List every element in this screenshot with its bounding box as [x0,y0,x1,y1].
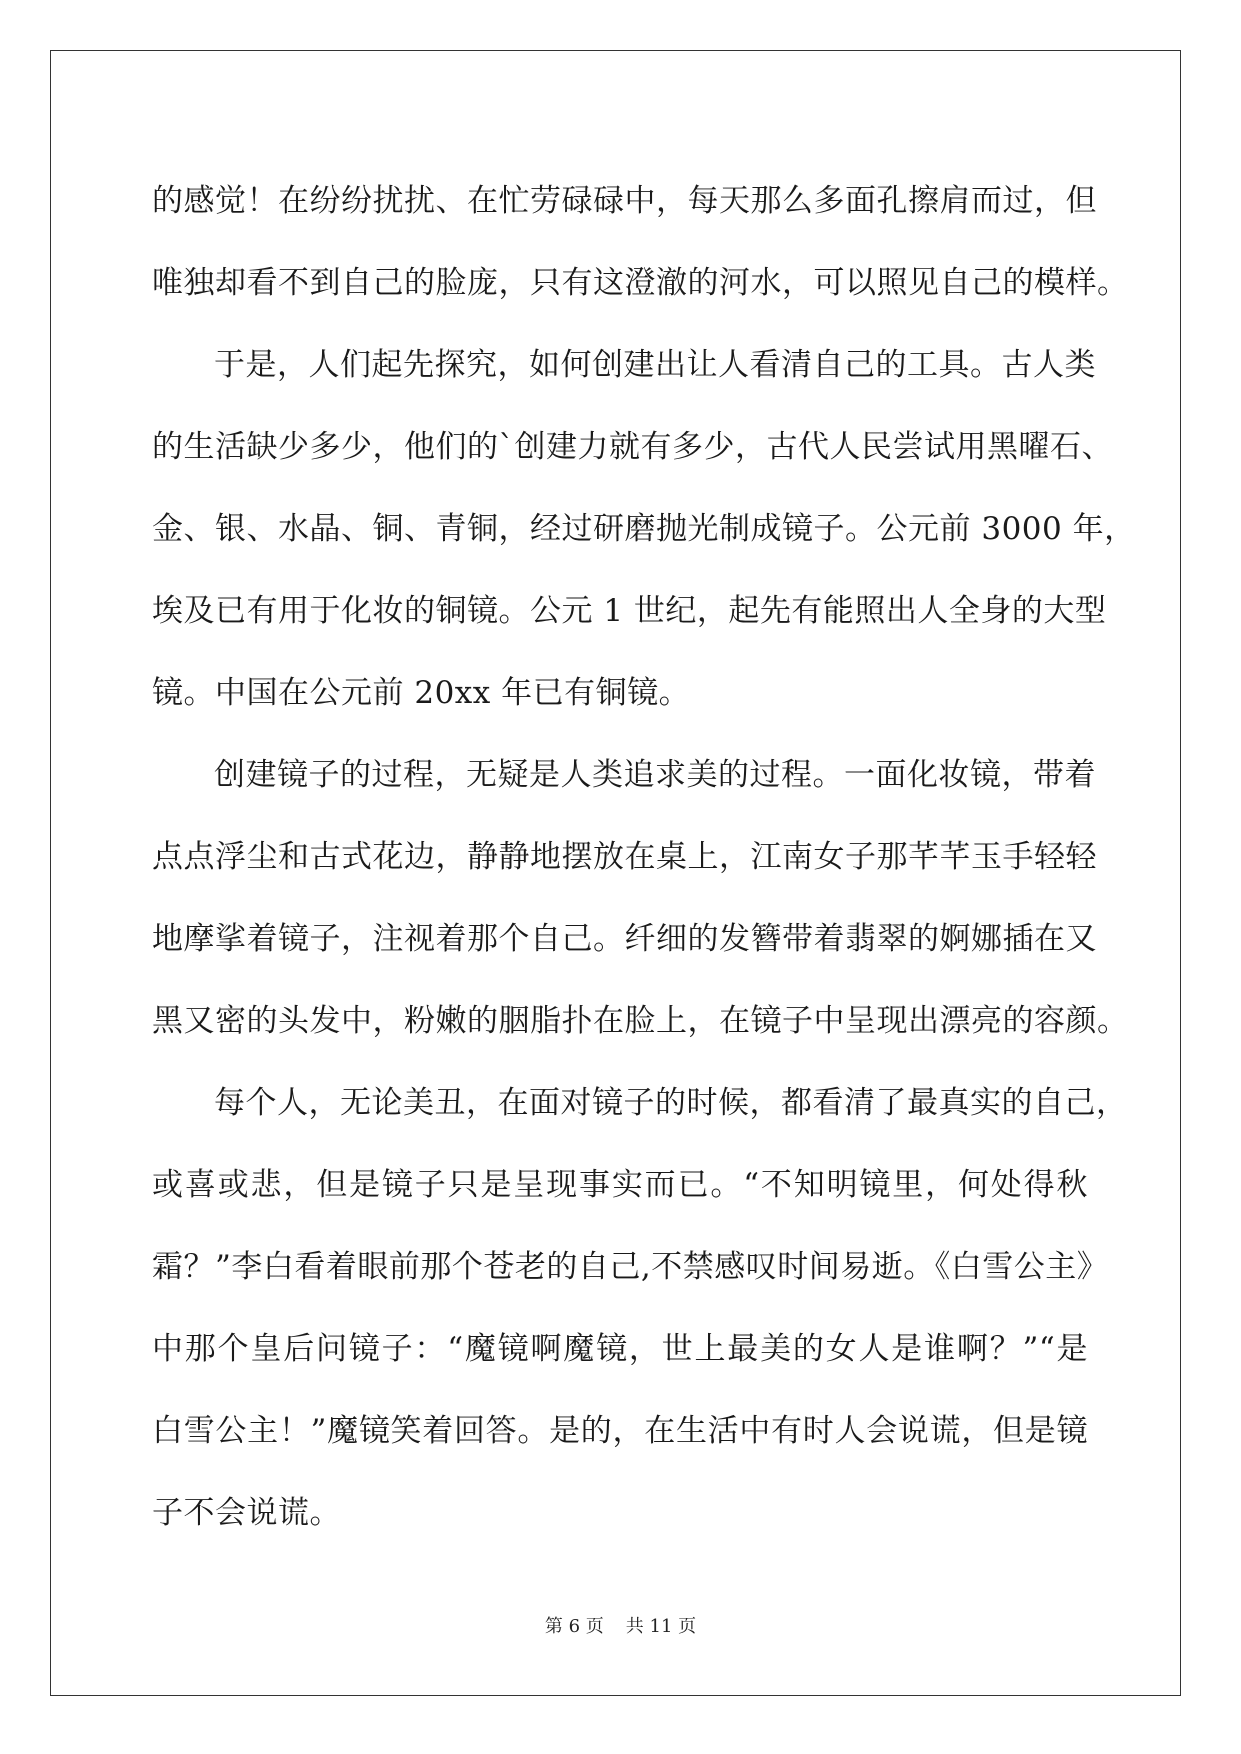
text-line: 的感觉！在纷纷扰扰、在忙劳碌碌中，每天那么多面孔擦肩而过，但 [152,183,1097,219]
page-number: 第 6 页 [544,1616,604,1637]
text-line: 于是，人们起先探究，如何创建出让人看清自己的工具。古人类 [214,347,1096,383]
text-line: 的生活缺少多少，他们的`创建力就有多少，古代人民尝试用黑曜石、 [152,429,1113,465]
text-line: 或喜或悲，但是镜子只是呈现事实而已。“不知明镜里，何处得秋 [152,1167,1088,1203]
text-line: 白雪公主！”魔镜笑着回答。是的，在生活中有时人会说谎，但是镜 [152,1413,1088,1449]
text-line: 每个人，无论美丑，在面对镜子的时候，都看清了最真实的自己， [214,1085,1128,1121]
text-line: 子不会说谎。 [152,1495,341,1531]
text-line: 中那个皇后问镜子：“魔镜啊魔镜，世上最美的女人是谁啊？”“是 [152,1331,1088,1367]
text-line: 唯独却看不到自己的脸庞，只有这澄澈的河水，可以照见自己的模样。 [152,265,1129,301]
page-total: 共 11 页 [625,1616,697,1637]
text-line: 创建镜子的过程，无疑是人类追求美的过程。一面化妆镜，带着 [214,757,1096,793]
page-footer [0,1612,1241,1638]
text-line: 黑又密的头发中，粉嫩的胭脂扑在脸上，在镜子中呈现出漂亮的容颜。 [152,1003,1129,1039]
text-line: 点点浮尘和古式花边，静静地摆放在桌上，江南女子那芊芊玉手轻轻 [152,839,1097,875]
text-line: 霜？”李白看着眼前那个苍老的自己,不禁感叹时间易逝。《白雪公主》 [152,1249,1109,1285]
text-line: 地摩挲着镜子，注视着那个自己。纤细的发簪带着翡翠的婀娜插在又 [152,921,1097,957]
document-body [152,160,1136,1554]
text-line: 金、银、水晶、铜、青铜，经过研磨抛光制成镜子。公元前 3000 年， [152,511,1136,547]
text-line: 埃及已有用于化妆的铜镜。公元 1 世纪，起先有能照出人全身的大型 [152,593,1107,629]
text-line: 镜。中国在公元前 20xx 年已有铜镜。 [152,675,691,711]
